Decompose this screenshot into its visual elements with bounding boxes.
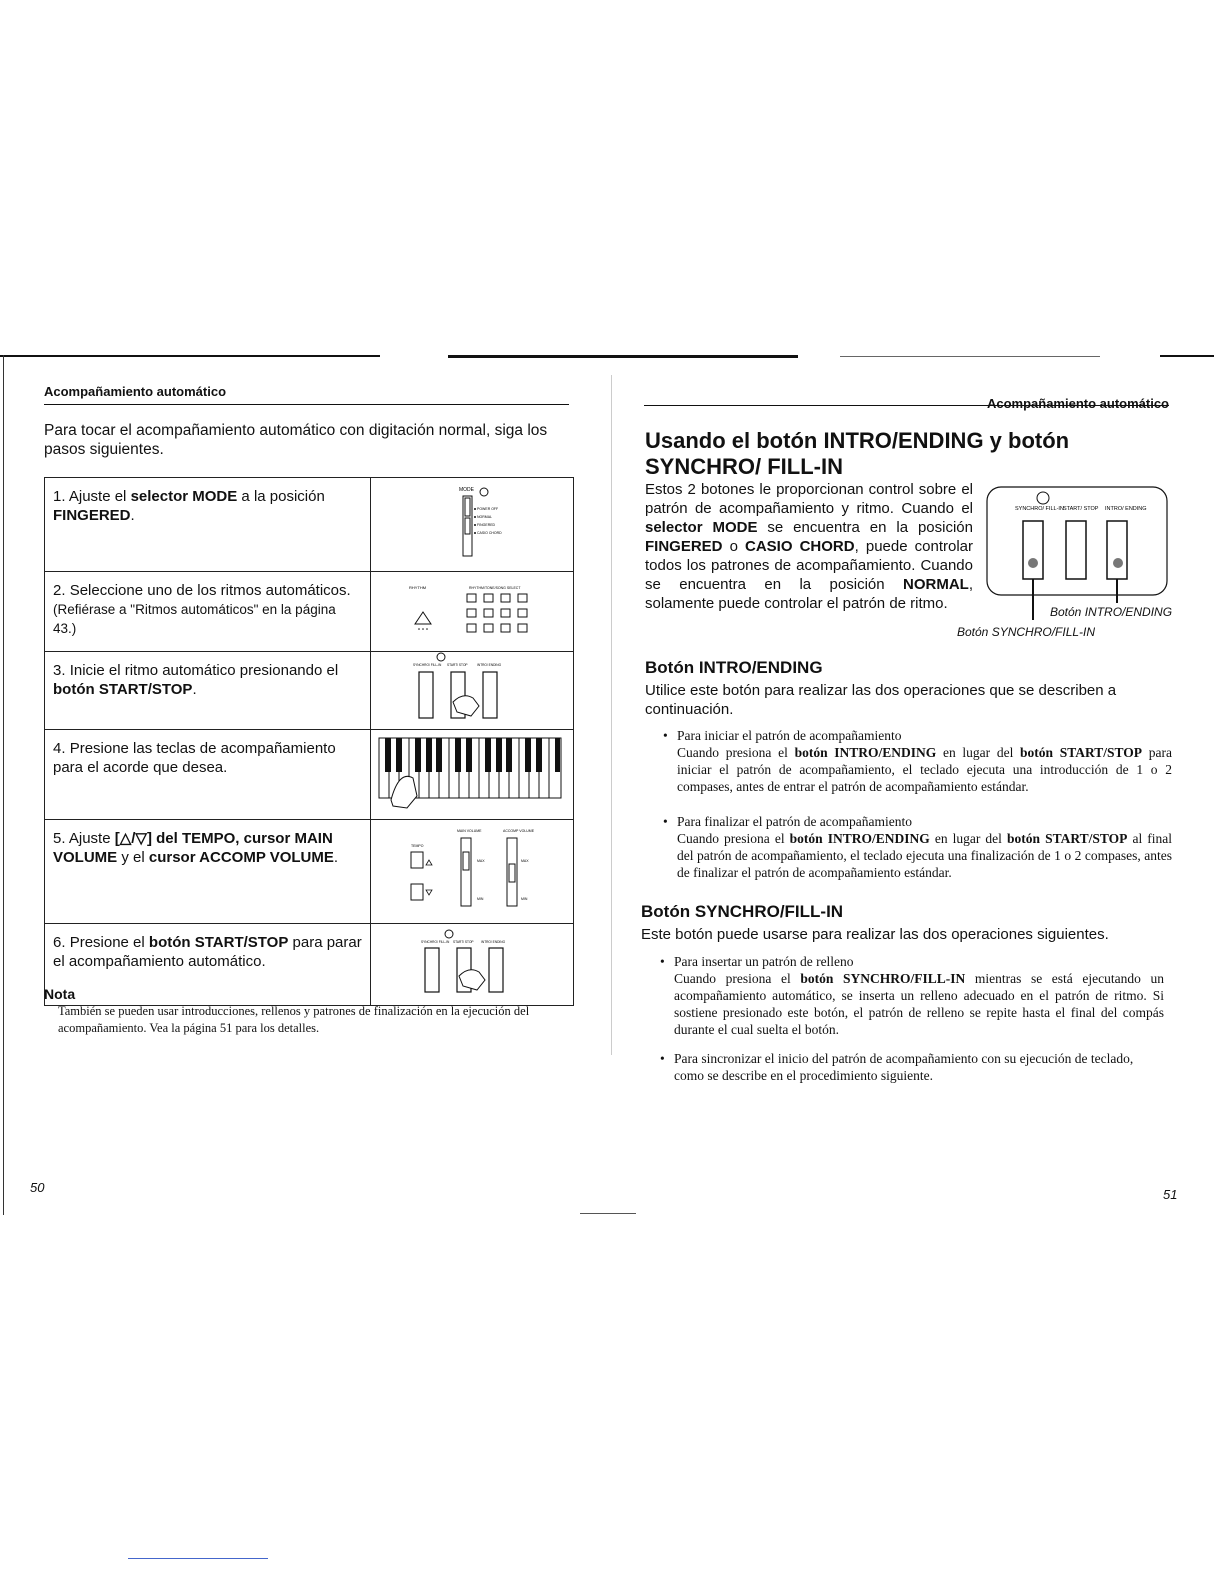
mode-selector-figure — [371, 478, 574, 572]
caption-intro-ending: Botón INTRO/ENDING — [1050, 605, 1173, 619]
top-rule-edge — [1160, 355, 1214, 357]
buttons-figure — [985, 485, 1173, 625]
svg-text:MAX: MAX — [521, 859, 529, 863]
rhythm-select-figure — [371, 572, 574, 652]
svg-text:MIN: MIN — [521, 897, 528, 901]
bullet-iniciar: • Para iniciar el patrón de acompañamiento Cuando presiona el botón INTRO/ENDING en lugar del botón START/STOP para iniciar el patrón de acompañamiento, el teclado ejecuta una introducción de 1 o 2 compases, antes de entrar el patrón de acompañamiento estándar. — [663, 728, 1172, 794]
svg-text:SYNCHRO/ FILL-IN: SYNCHRO/ FILL-IN — [1015, 506, 1064, 512]
bullet-relleno: • Para insertar un patrón de relleno Cuando presiona el botón SYNCHRO/FILL-IN mientras se está ejecutando un acompañamiento automático, se inserta un relleno adecuado en el patrón de ritmo. Si sostiene presionado este botón, el patrón de relleno se repite hasta el final del compás durante el cual suelta el botón. — [660, 954, 1164, 1037]
keyboard-figure — [371, 730, 574, 820]
top-rule-right — [840, 356, 1100, 357]
right-running-header: Acompañamiento automático — [986, 396, 1169, 411]
svg-text:NORMAL: NORMAL — [477, 515, 492, 519]
svg-text:MAIN VOLUME: MAIN VOLUME — [457, 829, 482, 833]
svg-text:MODE: MODE — [459, 487, 474, 493]
nota-title: Nota — [44, 986, 76, 1002]
svg-text:START/ STOP: START/ STOP — [447, 663, 468, 667]
bullet-finalizar: • Para finalizar el patrón de acompañamiento Cuando presiona el botón INTRO/ENDING en lugar del botón START/STOP al final del patrón de acompañamiento, el teclado ejecuta una finalización de 1 o 2 compases, antes de finalizar el patrón de acompañamiento estándar. — [663, 814, 1172, 880]
svg-text:RHYTHM/TONE/SONG SELECT: RHYTHM/TONE/SONG SELECT — [469, 586, 521, 590]
section-intro-ending-title: Botón INTRO/ENDING — [645, 658, 823, 677]
svg-text:INTRO/ ENDING: INTRO/ ENDING — [477, 663, 502, 667]
top-rule-left — [0, 355, 380, 357]
bullet-sincronizar: • Para sincronizar el inicio del patrón de acompañamiento con su ejecución de teclado, como se describe en el procedimiento siguiente. — [660, 1051, 1134, 1083]
right-page-title: Usando el botón INTRO/ENDING y botón SYNCHRO/ FILL-IN — [645, 428, 1070, 479]
right-page-number: 51 — [1163, 1187, 1178, 1202]
gutter-line — [611, 375, 612, 1055]
tempo-volume-figure — [371, 820, 574, 924]
svg-text:FINGERED: FINGERED — [477, 523, 496, 527]
top-rule-mid — [448, 355, 798, 358]
right-intro-text: Estos 2 botones le proporcionan control sobre el patrón de acompañamiento y ritmo. Cuando el selector MODE se encuentra en la posición FINGERED o CASIO CHORD, puede controlar todos los patrones de acompañamiento. Cuando se encuentra en la posición NORMAL, solamente puede controlar el patrón de ritmo. — [645, 481, 974, 612]
svg-text:INTRO/ ENDING: INTRO/ ENDING — [1105, 506, 1147, 512]
step-2: 2. Seleccione uno de los ritmos automáticos. (Refiérase a "Ritmos automáticos" en la página 43.) — [45, 572, 371, 652]
section-intro-ending-desc: Utilice este botón para realizar las dos operaciones que se describen a continuación. — [645, 682, 1117, 718]
svg-text:MIN: MIN — [477, 897, 484, 901]
step-3: 3. Inicie el ritmo automático presionando el botón START/STOP. — [45, 652, 371, 730]
bottom-gutter-mark — [580, 1213, 636, 1214]
section-synchro-desc: Este botón puede usarse para realizar las dos operaciones siguientes. — [641, 926, 1109, 943]
svg-text:INTRO/ ENDING: INTRO/ ENDING — [481, 940, 506, 944]
svg-text:ACCOMP VOLUME: ACCOMP VOLUME — [503, 829, 535, 833]
step-5: 5. Ajuste [△/▽] del TEMPO, cursor MAIN VOLUME y el cursor ACCOMP VOLUME. — [45, 820, 371, 924]
svg-text:SYNCHRO/ FILL-IN: SYNCHRO/ FILL-IN — [421, 940, 450, 944]
step-1: 1. Ajuste el selector MODE a la posición FINGERED. — [45, 478, 371, 572]
left-running-header: Acompañamiento automático — [44, 384, 227, 399]
svg-text:START/ STOP: START/ STOP — [453, 940, 474, 944]
svg-text:POWER OFF: POWER OFF — [477, 507, 499, 511]
svg-text:MAX: MAX — [477, 859, 485, 863]
steps-table — [44, 477, 574, 1006]
caption-synchro-fill-in: Botón SYNCHRO/FILL-IN — [957, 625, 1096, 639]
svg-text:CASIO CHORD: CASIO CHORD — [477, 531, 502, 535]
left-page-number: 50 — [30, 1180, 45, 1195]
left-edge-line — [3, 355, 4, 1215]
step-6: 6. Presione el botón START/STOP para parar el acompañamiento automático. — [45, 924, 371, 1006]
svg-text:START/ STOP: START/ STOP — [1063, 506, 1099, 512]
svg-text:SYNCHRO/ FILL-IN: SYNCHRO/ FILL-IN — [413, 663, 442, 667]
nota-text: También se pueden usar introducciones, rellenos y patrones de finalización en la ejecución del acompañamiento. Vea la página 51 para los detalles. — [58, 1004, 530, 1035]
step-4: 4. Presione las teclas de acompañamiento para el acorde que desea. — [45, 730, 371, 820]
section-synchro-title: Botón SYNCHRO/FILL-IN — [641, 902, 844, 921]
svg-text:RHYTHM: RHYTHM — [409, 585, 427, 590]
left-header-rule — [44, 404, 569, 405]
left-intro-text: Para tocar el acompañamiento automático con digitación normal, siga los pasos siguientes. — [44, 422, 548, 458]
start-stop-figure — [371, 652, 574, 730]
footer-underline — [128, 1558, 268, 1559]
stop-figure — [371, 924, 574, 1006]
svg-text:TEMPO: TEMPO — [411, 844, 424, 848]
